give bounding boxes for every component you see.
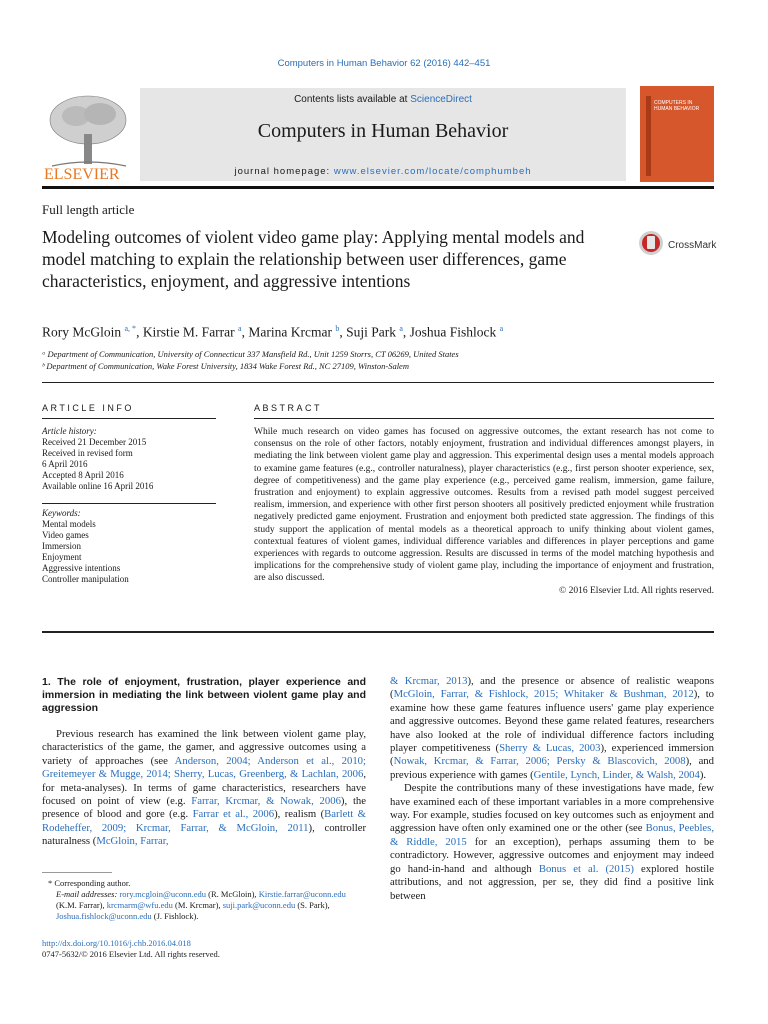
reference-link[interactable]: Bonus, Peebles, & Riddle, 2015	[390, 822, 715, 848]
keywords-label: Keywords:	[42, 508, 81, 518]
elsevier-logo-text: ELSEVIER	[44, 166, 120, 182]
corresponding-author-label: * Corresponding author.	[48, 878, 131, 888]
author-list: Rory McGloin $^{a, *}$, Kirstie M. Farrar $^a$, Marina Krcmar $^b$, Suji Park $^a$, Joshua Fishlock $^a$	[42, 324, 504, 340]
homepage-line	[140, 166, 626, 177]
crossmark-icon	[647, 236, 655, 249]
author-affiliation-mark[interactable]: b	[335, 324, 340, 333]
history-item: Available online 16 April 2016	[42, 481, 154, 491]
article-info-heading: ARTICLE INFO	[42, 403, 134, 413]
history-item: Accepted 8 April 2016	[42, 470, 124, 480]
affiliation-b: ᵇ Department of Communication, Wake Forest University, 1834 Wake Forest Rd., NC 27109, Winston-Salem	[42, 361, 409, 371]
reference-link[interactable]: Farrar et al., 2006	[192, 808, 275, 821]
reference-link[interactable]: McGloin, Farrar, & Fishlock, 2015; Whitaker & Bushman, 2012	[393, 688, 694, 701]
keyword: Mental models	[42, 519, 96, 529]
divider	[42, 631, 714, 633]
text-run: , for meta-analyses). In terms of game characteristics, researchers have focused on point of view (e.g.	[42, 768, 366, 808]
abstract-text: While much research on video games has focused on aggressive outcomes, the extant research has not come to consensus on the role of other factors, notably enjoyment, frustration and individual differences amongst players, in mediating the link between violent game play and aggression. This experimental design uses a mental models approach to examine game features (e.g., controller naturalness), player characteristics (e.g., first person shooter experience, sex, degree of competitiveness) and the game play experience (e.g., perceived game realism, immersion, game failure, frustration and enjoyment) to explain aggressive outcomes. Results from a revised path model suggest perceived realism, immersion, and experience with other first person shooters all positively predicted enjoyment while frustration negatively predicted game enjoyment. Frustration and enjoyment both predicted state aggression. The findings of this study support the application of mental models as a theoretical approach to unify thinking about violent games, contextual features of violent games, individual difference variables and differences in player perceptions and game experiences with regards to outcome aggression. Results are discussed in terms of the model matching hypothesis and implications for the comprehensive study of violent game play, including the importance of enjoyment and frustration, are also discussed.	[254, 427, 714, 584]
reference-link[interactable]: Barlett & Rodeheffer, 2009; Krcmar, Farrar, & McGloin, 2011	[42, 808, 366, 834]
keyword: Immersion	[42, 541, 81, 551]
author-name[interactable]: Kirstie M. Farrar	[142, 324, 235, 340]
text-run: explored hostile attributions, and not aggression, per se, they did find a positive link between	[390, 862, 714, 902]
author-affiliation-mark[interactable]: a	[499, 324, 504, 333]
email-owner: (S. Park),	[295, 900, 330, 910]
divider	[42, 503, 216, 504]
author-name[interactable]: Rory McGloin	[42, 324, 122, 340]
abstract-body	[254, 426, 714, 597]
reference-link[interactable]: Farrar, Krcmar, & Nowak, 2006	[191, 795, 341, 808]
history-item: 6 April 2016	[42, 459, 88, 469]
text-run: ).	[699, 768, 707, 781]
issn-line: 0747-5632/© 2016 Elsevier Ltd. All rights reserved.	[42, 949, 220, 959]
body-paragraph	[390, 782, 714, 903]
affiliation-a: ᵃ Department of Communication, University of Connecticut 337 Mansfield Rd., Unit 1259 Storrs, CT 06269, United States	[42, 349, 459, 359]
email-addresses	[42, 889, 366, 922]
abstract-copyright: © 2016 Elsevier Ltd. All rights reserved.	[559, 585, 714, 596]
divider	[254, 418, 714, 419]
email-label: E-mail addresses:	[56, 889, 120, 899]
elsevier-tree-logo	[42, 86, 138, 182]
author-affiliation-mark[interactable]: a	[399, 324, 403, 333]
history-item: Received in revised form	[42, 448, 133, 458]
section-heading: 1. The role of enjoyment, frustration, player experience and immersion in mediating the link between violent game play and aggression	[42, 676, 366, 714]
text-run: ), and the presence or absence of realistic weapons (	[390, 675, 714, 701]
keyword: Enjoyment	[42, 552, 82, 562]
keywords	[42, 508, 216, 585]
email-link[interactable]: krcmarm@wfu.edu	[106, 900, 173, 910]
email-owner: (K.M. Farrar),	[56, 900, 107, 910]
contents-line	[140, 94, 626, 105]
text-run: ), the presence of blood and gore (e.g.	[42, 795, 366, 821]
doi-link[interactable]: http://dx.doi.org/10.1016/j.chb.2016.04.018	[42, 938, 191, 948]
email-link[interactable]: Kirstie.farrar@uconn.edu	[258, 889, 346, 899]
author-name[interactable]: Marina Krcmar	[248, 324, 332, 340]
reference-link[interactable]: Bonus et al. (2015)	[538, 862, 634, 875]
text-run: Previous research has examined the link between violent game play, characteristics of the game, the gamer, and aggressive outcomes using a variety of approaches (see	[42, 728, 366, 767]
doi-block	[42, 938, 366, 960]
abstract-heading: ABSTRACT	[254, 403, 323, 413]
header-rule	[42, 186, 714, 189]
article-title: Modeling outcomes of violent video game play: Applying mental models and model matching to explain the relationship between user differences, game characteristics, enjoyment, and aggressive intentions	[42, 227, 585, 291]
article-history	[42, 426, 216, 492]
footnote-rule	[42, 872, 112, 873]
body-left-column	[42, 676, 366, 849]
reference-link[interactable]: Sherry & Lucas, 2003	[499, 742, 601, 755]
text-run: ), realism (	[274, 808, 325, 821]
sciencedirect-link[interactable]: ScienceDirect	[410, 94, 472, 105]
keyword: Controller manipulation	[42, 574, 129, 584]
journal-banner	[140, 88, 626, 181]
keyword: Aggressive intentions	[42, 563, 121, 573]
corresponding-author-footnote	[42, 878, 366, 922]
reference-link[interactable]: McGloin, Farrar,	[96, 835, 169, 848]
divider	[42, 418, 216, 419]
crossmark-button[interactable]	[638, 230, 718, 256]
email-link[interactable]: rory.mcgloin@uconn.edu	[119, 889, 207, 899]
text-run: ), controller naturalness (	[42, 821, 367, 848]
reference-link[interactable]: Nowak, Krcmar, & Farrar, 2006; Persky & Blascovich, 2008	[393, 755, 686, 768]
reference-link[interactable]: & Krcmar, 2013	[390, 675, 468, 687]
crossmark-label: CrossMark	[668, 240, 717, 251]
text-run: ), experienced immersion (	[390, 742, 714, 768]
journal-citation[interactable]: Computers in Human Behavior 62 (2016) 442–451	[277, 58, 491, 69]
journal-header	[42, 86, 714, 184]
body-paragraph	[390, 675, 714, 782]
body-paragraph	[42, 728, 366, 849]
article-type: Full length article	[42, 202, 135, 217]
contents-prefix: Contents lists available at	[294, 94, 411, 105]
reference-link[interactable]: Gentile, Lynch, Linder, & Walsh, 2004	[533, 768, 700, 781]
email-owner: (M. Krcmar),	[172, 900, 223, 910]
history-label: Article history:	[42, 426, 97, 436]
email-owner: (R. McGloin),	[206, 889, 259, 899]
text-run: for an exception), perhaps assuming them to be contradictory. However, aggressive outcomes and enjoyment may indeed go hand-in-hand and although	[390, 835, 714, 875]
author-name[interactable]: Joshua Fishlock	[409, 324, 497, 340]
email-link[interactable]: Joshua.fishlock@uconn.edu	[56, 911, 152, 921]
text-run: Despite the contributions many of these investigations have made, few have examined each of these important variables in a more comprehensive way. For example, studies focused on key outcomes such as enjoyment and aggression have often only examined one or the other (see	[390, 782, 714, 835]
cover-stripe	[646, 96, 651, 176]
homepage-link[interactable]: www.elsevier.com/locate/comphumbeh	[333, 166, 532, 177]
reference-link[interactable]: Anderson, 2004; Anderson et al., 2010; Greitemeyer & Mugge, 2014; Sherry, Lucas, Greenberg, & Lachlan, 2006	[42, 754, 367, 781]
history-item: Received 21 December 2015	[42, 437, 147, 447]
cover-title: COMPUTERS IN HUMAN BEHAVIOR	[654, 100, 700, 112]
divider	[42, 382, 714, 383]
email-owner: (J. Fishlock).	[151, 911, 199, 921]
email-link[interactable]: suji.park@uconn.edu	[222, 900, 296, 910]
keyword: Video games	[42, 530, 89, 540]
text-run: ), to examine how these game features influence users' game play experience and aggressive outcomes. Beyond these game related features, researchers have also looked at the role of individual difference factors including player competitiveness (	[390, 688, 715, 755]
author-affiliation-mark[interactable]: a	[238, 324, 242, 333]
author-name[interactable]: Suji Park	[346, 324, 396, 340]
author-affiliation-mark[interactable]: a, *	[124, 324, 137, 333]
text-run: ), and previous experience with games (	[390, 755, 714, 781]
homepage-prefix: journal homepage:	[234, 166, 334, 177]
journal-cover-thumbnail[interactable]	[640, 86, 714, 182]
body-right-column	[390, 675, 714, 903]
journal-title: Computers in Human Behavior	[257, 120, 509, 142]
